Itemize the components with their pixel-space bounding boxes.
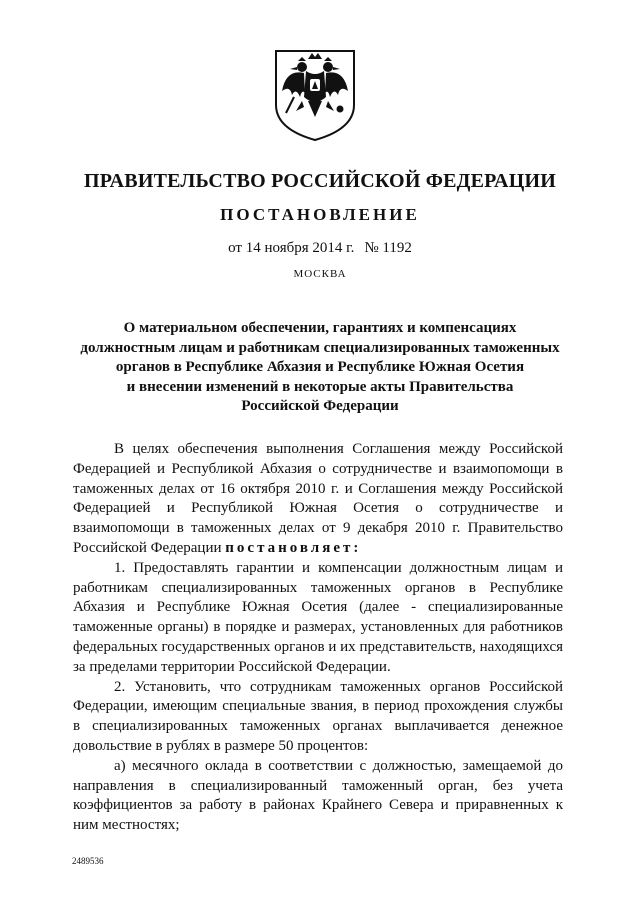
body-paragraph: 1. Предоставлять гарантии и компенсации должностным лицам и работникам специализированных таможенных органов в Республике Абхазия и Республике Южная Осетия (далее - специализированные таможенные органы) в порядке и размерах, установленных для работников федеральных государственных органов и их представительств, находящихся за пределами территории Российской Федерации. (73, 559, 563, 675)
body-paragraph: а) месячного оклада в соответствии с должностью, замещаемой до направления в специализированный таможенный орган, без учета коэффициентов за работу в районах Крайнего Севера и приравненных к ним местностях; (73, 757, 563, 834)
footer-document-code: 2489536 (72, 856, 104, 866)
document-body (73, 440, 563, 836)
document-subject (60, 319, 580, 417)
russian-coat-of-arms-icon (272, 47, 358, 143)
document-city: МОСКВА (293, 268, 347, 280)
government-title: ПРАВИТЕЛЬСТВО РОССИЙСКОЙ ФЕДЕРАЦИИ (84, 170, 556, 192)
document-number: № 1192 (364, 240, 412, 256)
body-paragraph: 2. Установить, что сотрудникам таможенных органов Российской Федерации, имеющим специальные звания, в период прохождения службы в специализированных таможенных органах выплачивается денежное довольствие в рублях в размере 50 процентов: (73, 678, 563, 754)
document-date-line (0, 240, 640, 257)
document-date: от 14 ноября 2014 г. (228, 240, 355, 256)
subject-line: должностным лицам и работникам специализированных таможенных (80, 339, 560, 356)
preamble-text: В целях обеспечения выполнения Соглашения между Российской Федерацией и Республикой Абхазия о сотрудничестве и взаимопомощи в таможенных делах от 16 октября 2010 г. и Соглашения между Российской Федерацией и Республикой Южная Осетия о сотрудничестве и взаимопомощи в таможенных делах от 9 декабря 2010 г. Правительство Российской Федерации (73, 441, 563, 556)
subject-line: Российской Федерации (241, 398, 399, 415)
subject-line: и внесении изменений в некоторые акты Правительства (126, 378, 514, 395)
decree-word: постановляет: (225, 539, 362, 556)
document-type: ПОСТАНОВЛЕНИЕ (220, 205, 420, 224)
subject-line: О материальном обеспечении, гарантиях и компенсациях (123, 320, 517, 336)
preamble-paragraph (73, 440, 563, 559)
subject-line: органов в Республике Абхазия и Республике Южная Осетия (115, 359, 525, 376)
